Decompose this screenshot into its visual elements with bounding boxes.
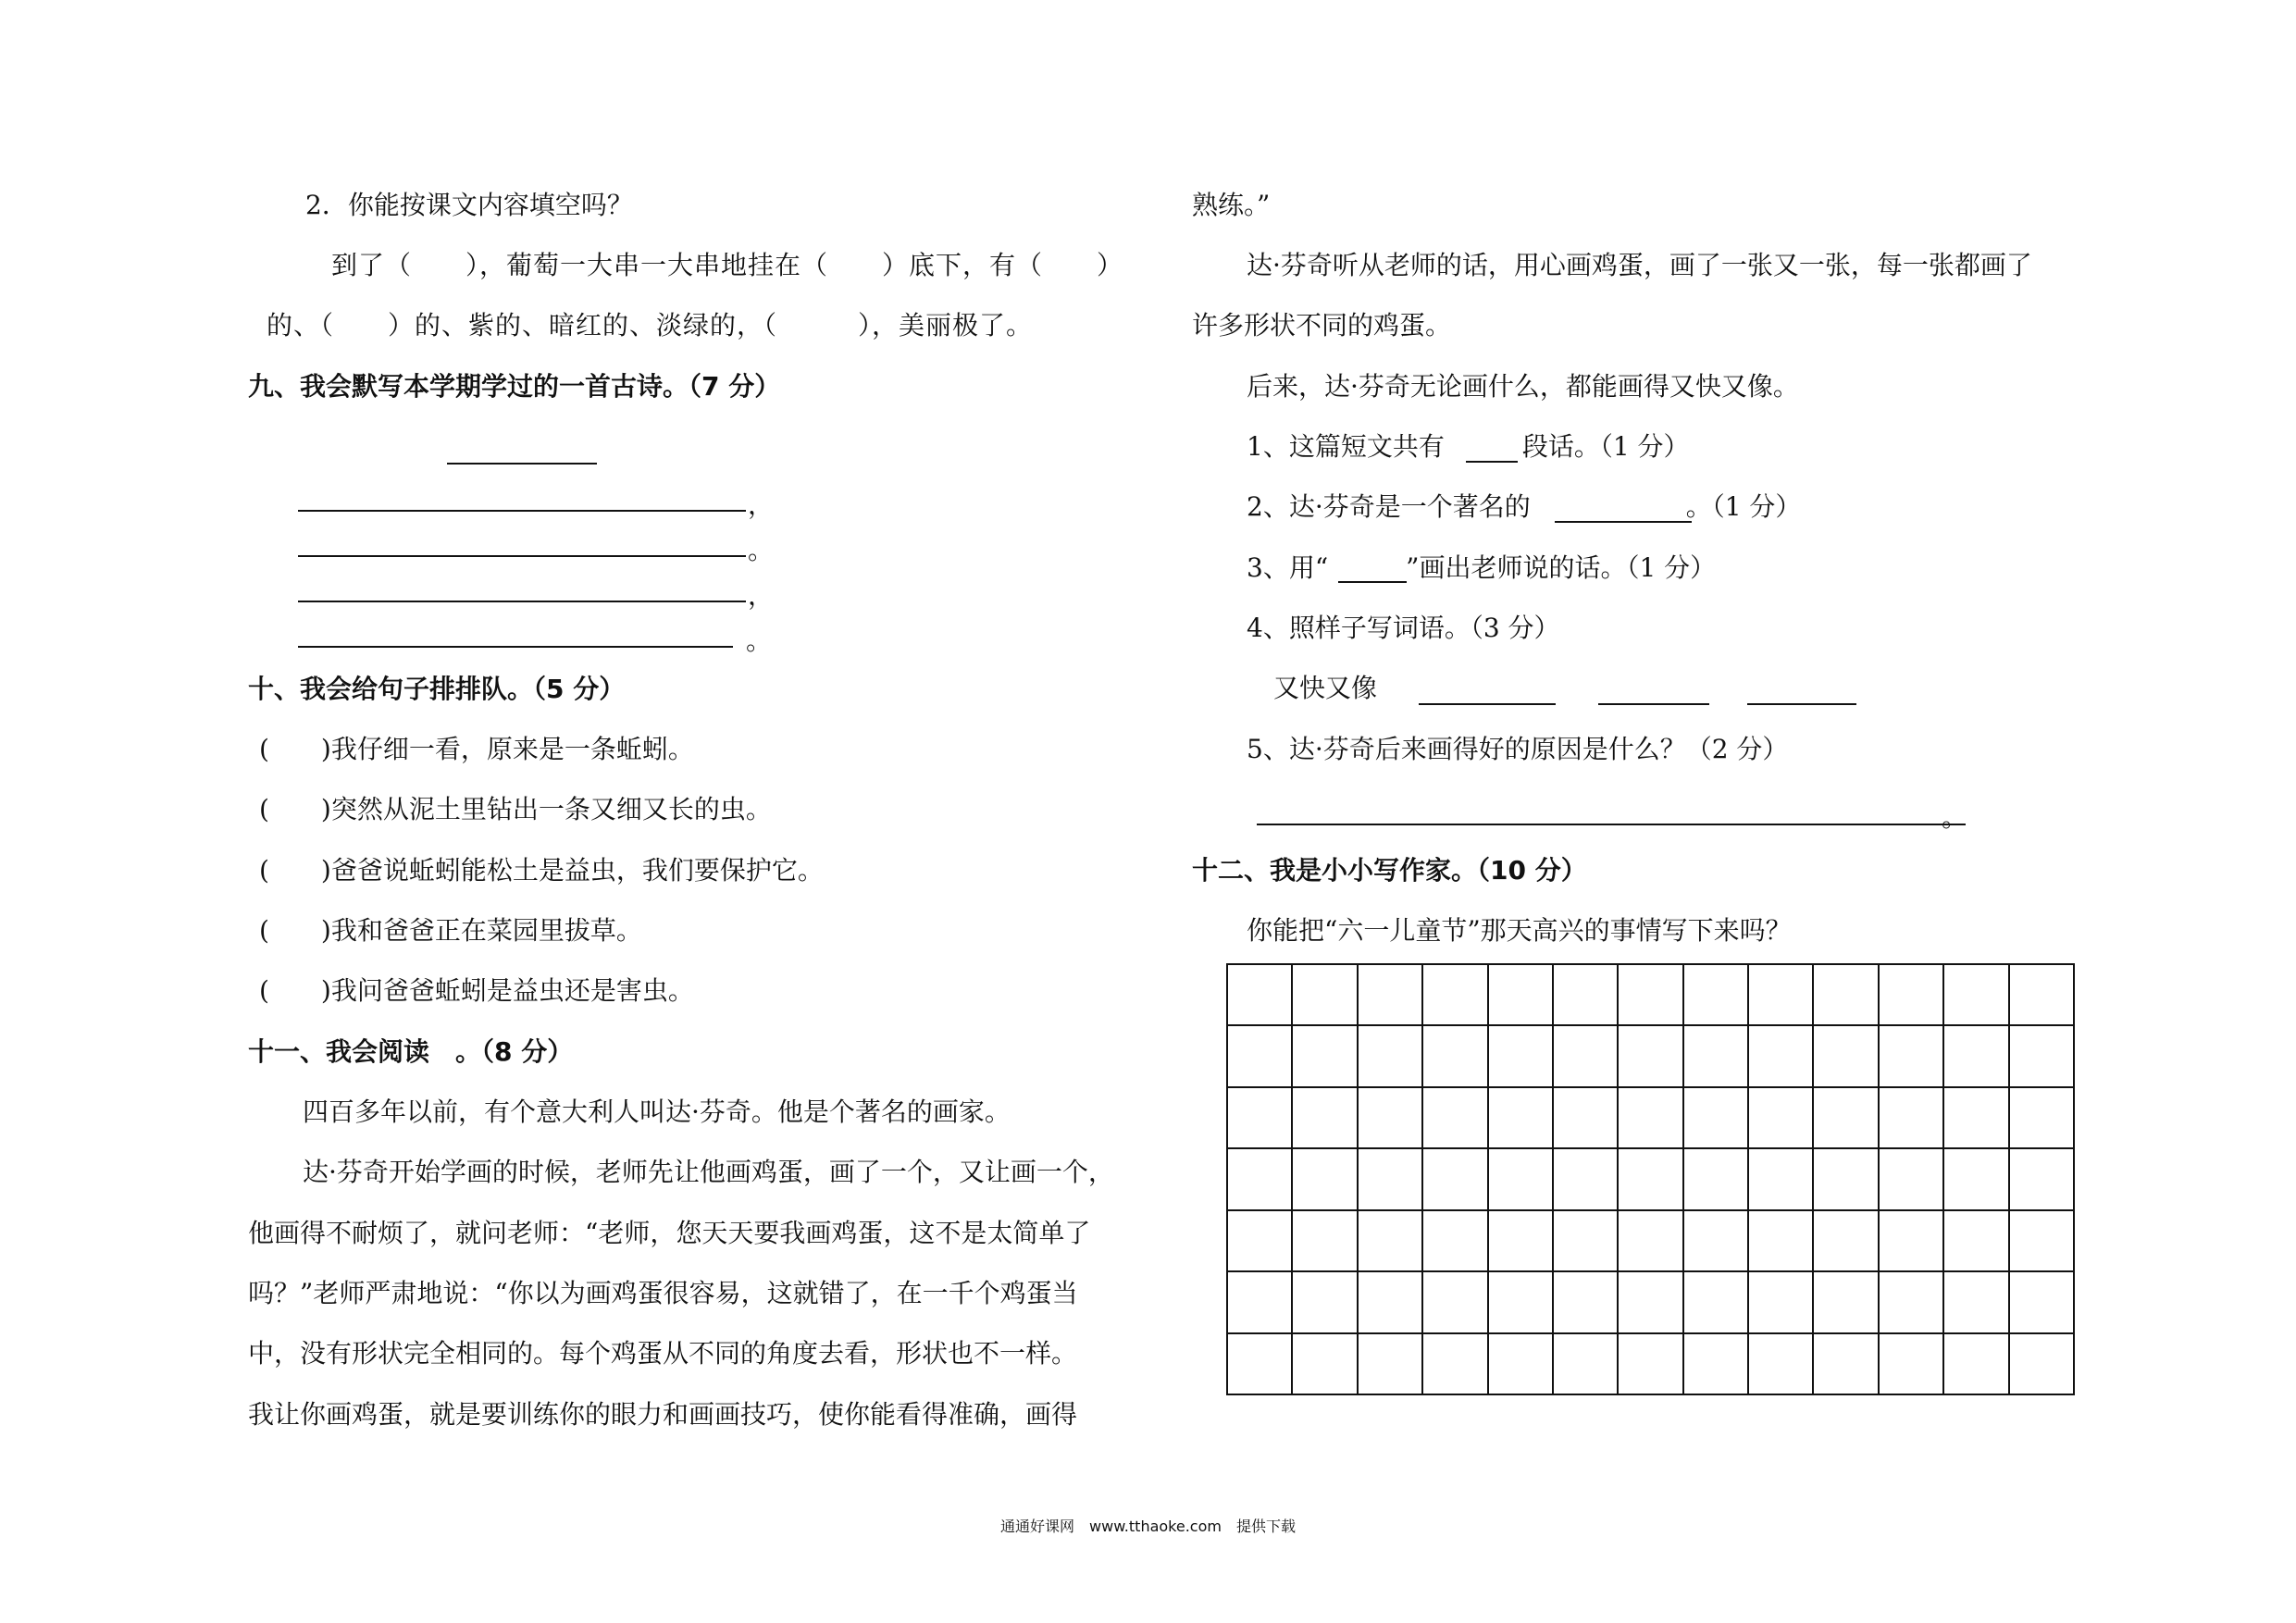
question-1: 1、这篇短文共有 段话。（1 分） xyxy=(1247,431,1690,462)
poem-line-3-punct: ， xyxy=(748,580,775,611)
grid-row xyxy=(1227,1087,2074,1148)
grid-row xyxy=(1227,1210,2074,1271)
q2-intro: 2．你能按课文内容填空吗？ xyxy=(305,190,633,220)
q2-fill-line-2: 的、（ ）的、紫的、暗红的、淡绿的，（ ），美丽极了。 xyxy=(267,310,1034,341)
reading-continued-3: 许多形状不同的鸡蛋。 xyxy=(1192,310,1452,341)
question-5: 5、达·芬奇后来画得好的原因是什么？（2 分） xyxy=(1247,734,1789,764)
question-3-blank xyxy=(1338,581,1407,583)
section-10-title: 十、我会给句子排排队。（5 分） xyxy=(248,674,626,704)
order-sentence-3: ( )爸爸说蚯蚓能松土是益虫，我们要保护它。 xyxy=(259,855,824,886)
poem-line-4-punct: 。 xyxy=(746,626,773,656)
grid-row xyxy=(1227,964,2074,1025)
reading-continued-1: 熟练。” xyxy=(1192,190,1271,220)
question-5-end-punct: 。 xyxy=(1942,802,1968,833)
q2-fill-line-1: 到了（ ），葡萄一大串一大串地挂在（ ）底下，有（ ） xyxy=(331,250,1124,280)
question-2-blank xyxy=(1555,521,1692,523)
grid-row xyxy=(1227,1025,2074,1086)
question-5-answer-blank xyxy=(1257,824,1966,825)
reading-line-4: 吗？”老师严肃地说：“你以为画鸡蛋很容易，这就错了，在一千个鸡蛋当 xyxy=(248,1278,1078,1308)
reading-line-1: 四百多年以前，有个意大利人叫达·芬奇。他是个著名的画家。 xyxy=(303,1096,1011,1127)
grid-row xyxy=(1227,1333,2074,1394)
question-1-blank xyxy=(1466,461,1518,463)
question-4-blank-2 xyxy=(1598,703,1709,705)
section-11-title: 十一、我会阅读 。（8 分） xyxy=(248,1036,574,1067)
question-3: 3、用“ ”画出老师说的话。（1 分） xyxy=(1247,552,1717,583)
reading-continued-2: 达·芬奇听从老师的话，用心画鸡蛋，画了一张又一张，每一张都画了 xyxy=(1247,250,2032,280)
order-sentence-5: ( )我问爸爸蚯蚓是益虫还是害虫。 xyxy=(259,975,694,1006)
question-4: 4、照样子写词语。（3 分） xyxy=(1247,613,1560,643)
poem-title-blank xyxy=(447,463,597,465)
reading-line-5: 中，没有形状完全相同的。每个鸡蛋从不同的角度去看，形状也不一样。 xyxy=(248,1338,1078,1369)
order-sentence-1: ( )我仔细一看，原来是一条蚯蚓。 xyxy=(259,734,694,764)
question-2: 2、达·芬奇是一个著名的 。（1 分） xyxy=(1247,491,1802,522)
reading-continued-4: 后来，达·芬奇无论画什么，都能画得又快又像。 xyxy=(1247,371,1799,402)
reading-line-6: 我让你画鸡蛋，就是要训练你的眼力和画画技巧，使你能看得准确，画得 xyxy=(248,1399,1078,1430)
reading-line-2: 达·芬奇开始学画的时候，老师先让他画鸡蛋，画了一个，又让画一个， xyxy=(303,1157,1114,1187)
writing-grid xyxy=(1226,963,2075,1395)
poem-line-3-blank xyxy=(298,601,746,602)
poem-line-2-punct: 。 xyxy=(748,535,775,565)
order-sentence-2: ( )突然从泥土里钻出一条又细又长的虫。 xyxy=(259,794,772,824)
question-4-example: 又快又像 xyxy=(1273,673,1378,703)
section-12-title: 十二、我是小小写作家。（10 分） xyxy=(1192,855,1587,886)
grid-row xyxy=(1227,1148,2074,1209)
composition-prompt: 你能把“六一儿童节”那天高兴的事情写下来吗？ xyxy=(1247,915,1792,946)
question-4-blank-1 xyxy=(1419,703,1556,705)
question-4-blank-3 xyxy=(1747,703,1856,705)
page-footer: 通通好课网 www.tthaoke.com 提供下载 xyxy=(1000,1518,1296,1535)
poem-line-1-blank xyxy=(298,510,746,512)
poem-line-4-blank xyxy=(298,646,733,648)
poem-line-2-blank xyxy=(298,555,746,557)
reading-line-3: 他画得不耐烦了，就问老师：“老师，您天天要我画鸡蛋，这不是太简单了 xyxy=(248,1218,1091,1248)
poem-line-1-punct: ， xyxy=(748,489,775,520)
grid-row xyxy=(1227,1271,2074,1332)
section-9-title: 九、我会默写本学期学过的一首古诗。（7 分） xyxy=(248,371,781,402)
order-sentence-4: ( )我和爸爸正在菜园里拔草。 xyxy=(259,915,642,946)
